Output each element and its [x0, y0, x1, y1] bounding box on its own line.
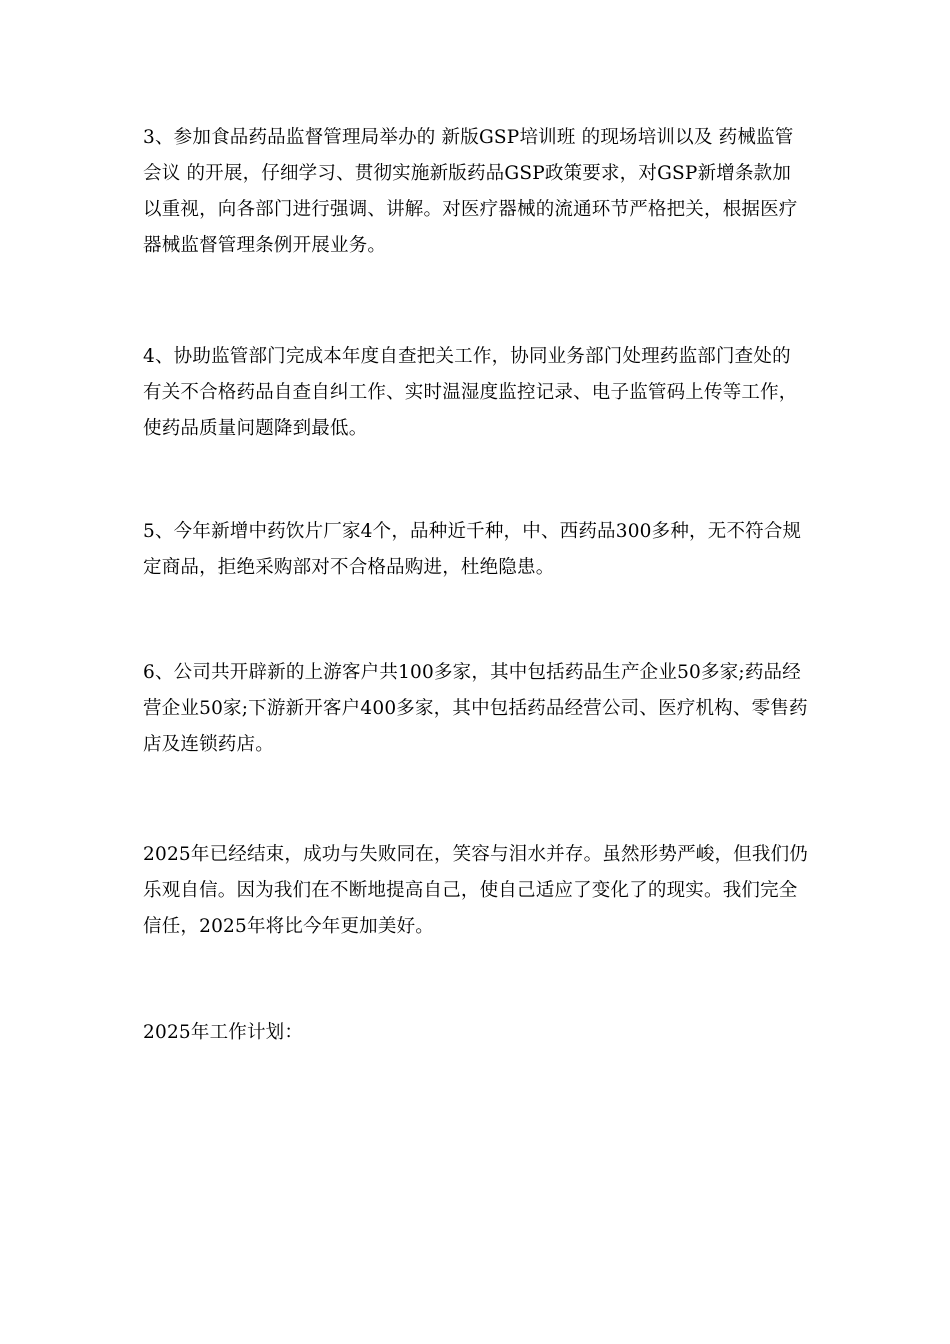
paragraph-item-5: 5、今年新增中药饮片厂家4个，品种近千种，中、西药品300多种，无不符合规定商品，拒绝采购部对不合格品购进，杜绝隐患。	[143, 521, 802, 578]
paragraph-item-4: 4、协助监管部门完成本年度自查把关工作，协同业务部门处理药监部门查处的有关不合格药品自查自纠工作、实时温湿度监控记录、电子监管码上传等工作，使药品质量问题降到最低。	[143, 346, 798, 439]
paragraph-item-6: 6、公司共开辟新的上游客户共100多家，其中包括药品生产企业50多家;药品经营企业50家;下游新开客户400多家，其中包括药品经营公司、医疗机构、零售药店及连锁药店。	[143, 662, 808, 755]
paragraph-item-3: 3、参加食品药品监督管理局举办的 新版GSP培训班 的现场培训以及 药械监管会议 的开展，仔细学习、贯彻实施新版药品GSP政策要求，对GSP新增条款加以重视，向各部门进行强调、讲解。对医疗器械的流通环节严格把关，根据医疗器械监督管理条例开展业务。	[143, 127, 798, 256]
section-heading-work-plan: 2025年工作计划：	[143, 1022, 304, 1043]
paragraph-summary: 2025年已经结束，成功与失败同在，笑容与泪水并存。虽然形势严峻，但我们仍乐观自信。因为我们在不断地提高自己，使自己适应了变化了的现实。我们完全信任，2025年将比今年更加美好。	[143, 844, 808, 937]
